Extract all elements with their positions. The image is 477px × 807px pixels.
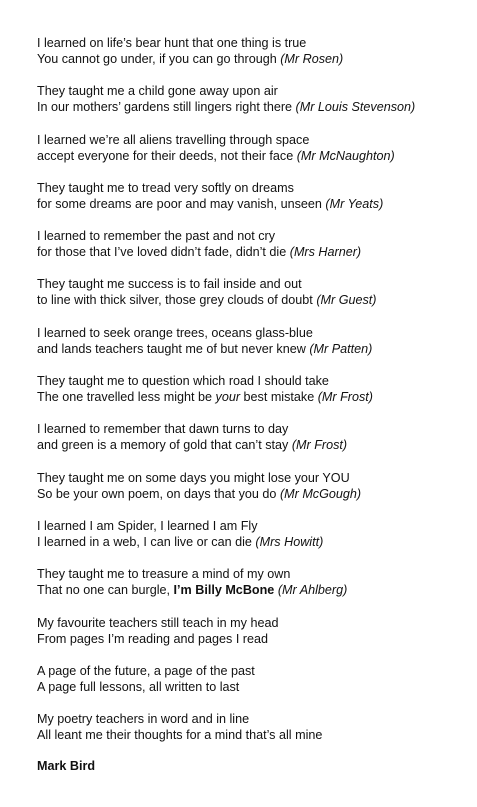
poet-citation: (Mr Frost) [317, 390, 373, 405]
poem-line [37, 292, 469, 308]
stanza-11 [37, 518, 469, 550]
stanza-5 [37, 228, 469, 260]
poem-line: All leant me their thoughts for a mind that’s all mine [37, 728, 323, 743]
poem-line-text: to line with thick silver, those grey clouds of doubt [37, 293, 317, 308]
poem-line-text: best mistake [240, 390, 318, 405]
poem-line: My favourite teachers still teach in my head [37, 615, 279, 630]
poem-line: They taught me success is to fail inside and out [37, 277, 302, 292]
poem-line [37, 534, 469, 550]
stanza-8 [37, 373, 469, 405]
poem-line: I learned on life’s bear hunt that one thing is true [37, 36, 307, 50]
poem-line-text: The one travelled less might be [37, 390, 216, 405]
poem-line [37, 486, 469, 502]
poem-line: They taught me to question which road I should take [37, 374, 329, 389]
stanza-12 [37, 566, 469, 598]
stanza-13 [37, 615, 469, 647]
poem-line [37, 244, 469, 260]
poem-line [37, 99, 469, 115]
stanza-4 [37, 180, 469, 212]
poem-line: I learned to remember that dawn turns to day [37, 422, 289, 437]
poem-line-text: for those that I’ve loved didn’t fade, didn’t die [37, 245, 290, 260]
stanza-14 [37, 663, 469, 695]
poet-citation: (Mr McGough) [279, 486, 362, 501]
stanza-3 [37, 132, 469, 164]
poem-line: A page of the future, a page of the past [37, 663, 255, 678]
stanza-15 [37, 711, 469, 743]
poet-citation: (Mr Yeats) [325, 196, 384, 211]
poem-line-text: So be your own poem, on days that you do [37, 486, 280, 501]
bold-phrase: I’m Billy McBone [173, 583, 275, 598]
poet-citation: (Mr Patten) [309, 341, 373, 356]
poem-line-text: accept everyone for their deeds, not their face [37, 148, 297, 163]
poet-citation: (Mr Guest) [316, 293, 377, 308]
poem-line-text: That no one can burgle, [37, 583, 174, 598]
poem-line [37, 148, 469, 164]
poem-line [37, 341, 469, 357]
poem-line-text: and lands teachers taught me of but never knew [37, 341, 310, 356]
poem-line [37, 196, 469, 212]
poet-citation: (Mr Ahlberg) [277, 583, 348, 598]
poem-line [37, 51, 469, 67]
poem-line-text: You cannot go under, if you can go through [37, 52, 281, 66]
poem-line-text: for some dreams are poor and may vanish, unseen [37, 196, 326, 211]
poem [37, 35, 469, 774]
poet-citation: (Mr Rosen) [280, 52, 344, 66]
poet-citation: (Mr Louis Stevenson) [295, 100, 416, 115]
emphasized-word: your [215, 390, 241, 405]
poem-line: My poetry teachers in word and in line [37, 712, 250, 727]
poem-line: They taught me a child gone away upon air [37, 84, 278, 99]
poem-line: They taught me to tread very softly on dreams [37, 180, 294, 195]
stanza-1 [37, 35, 469, 67]
stanza-10 [37, 470, 469, 502]
poem-line: They taught me on some days you might lose your YOU [37, 470, 350, 485]
poem-line: I learned to remember the past and not cry [37, 229, 276, 244]
poem-line-text: In our mothers’ gardens still lingers right there [37, 100, 296, 115]
author-name: Mark Bird [37, 759, 96, 774]
stanza-7 [37, 325, 469, 357]
poem-line [37, 389, 469, 405]
poem-line: I learned to seek orange trees, oceans glass-blue [37, 325, 313, 340]
poem-line: I learned I am Spider, I learned I am Fly [37, 518, 258, 533]
poem-line: From pages I’m reading and pages I read [37, 631, 269, 646]
poet-citation: (Mr Frost) [291, 438, 348, 453]
poem-line-text: and green is a memory of gold that can’t stay [37, 438, 292, 453]
poem-line: I learned we’re all aliens travelling through space [37, 132, 310, 147]
poem-line [37, 582, 469, 598]
poem-line: A page full lessons, all written to last [37, 679, 240, 694]
poet-citation: (Mrs Harner) [289, 245, 362, 260]
poet-citation: (Mr McNaughton) [296, 148, 395, 163]
poem-line: They taught me to treasure a mind of my own [37, 567, 291, 582]
poet-citation: (Mrs Howitt) [255, 534, 324, 549]
stanza-6 [37, 276, 469, 308]
poem-line-text: I learned in a web, I can live or can die [37, 534, 256, 549]
poem-line [37, 437, 469, 453]
stanza-2 [37, 83, 469, 115]
stanza-9 [37, 421, 469, 453]
